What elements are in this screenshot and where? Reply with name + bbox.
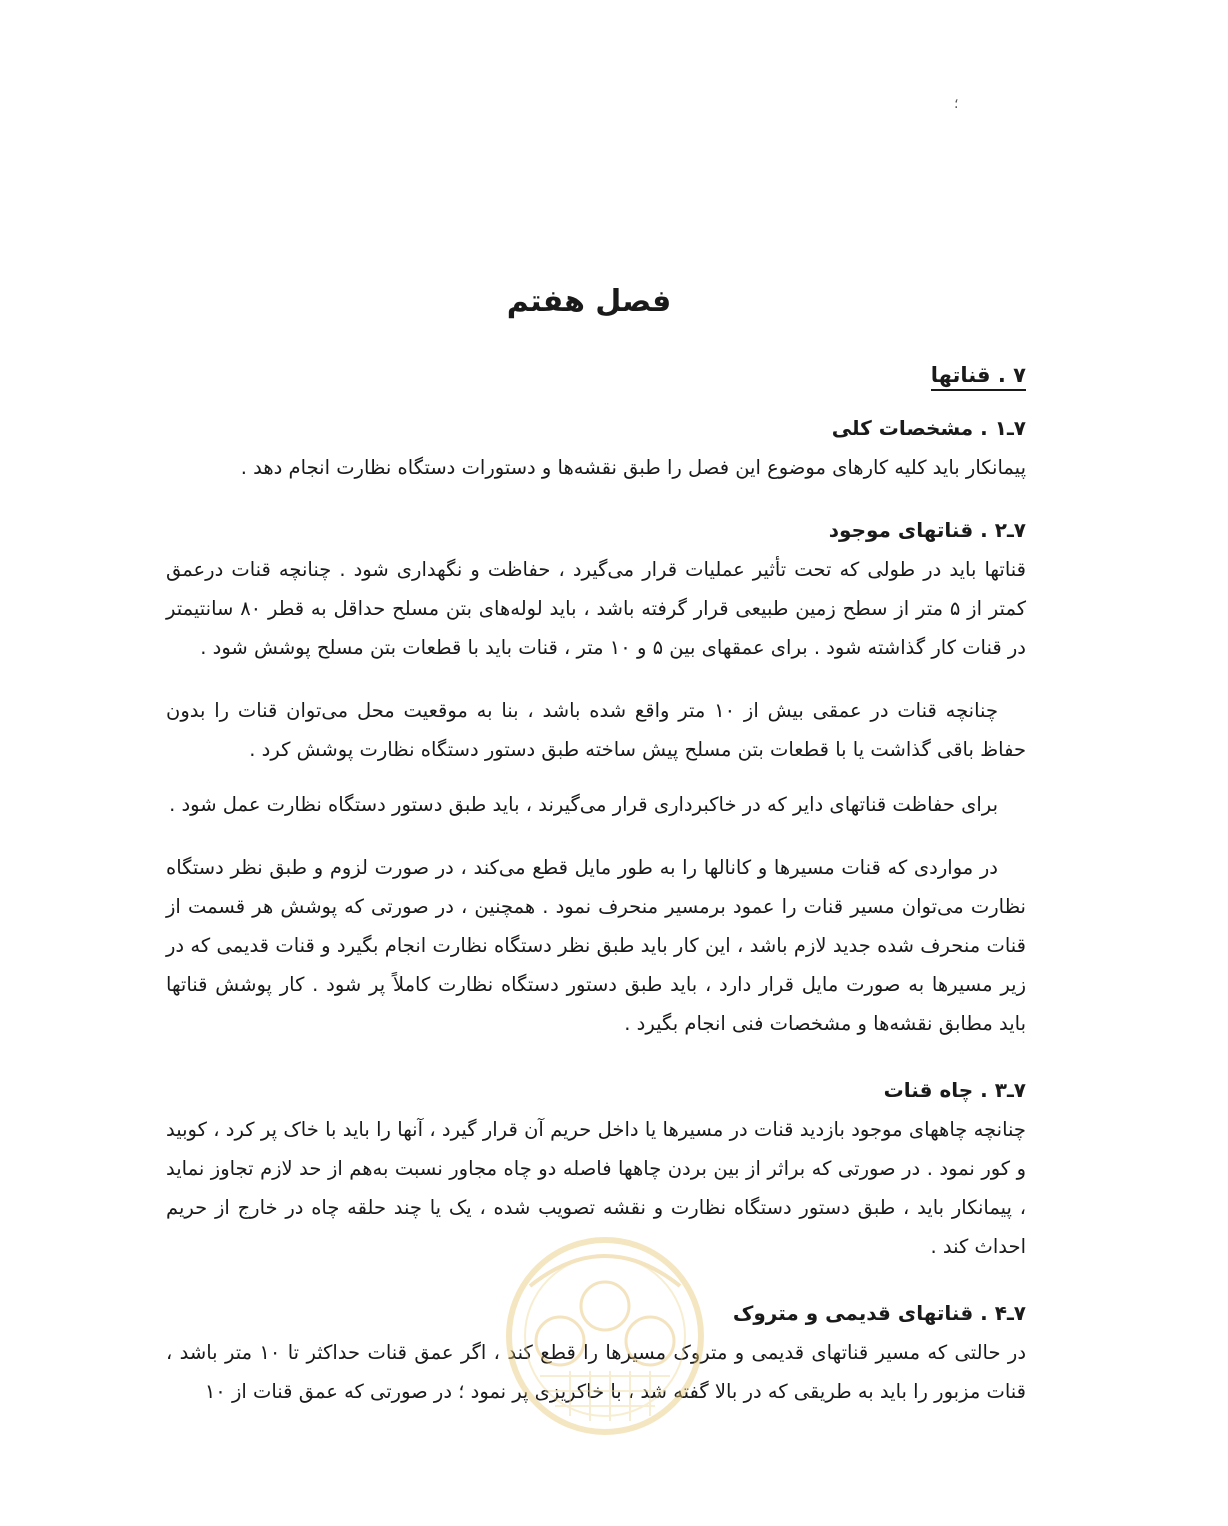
- paragraph-7-2-3: برای حفاظت قناتهای دایر که در خاکبرداری قرار می‌گیرند ، باید طبق دستور دستگاه نظارت عمل شود .: [169, 793, 998, 816]
- section-heading-7-2: ۷ـ۲ . قناتهای موجود: [828, 518, 1026, 542]
- stray-mark: ؛: [954, 96, 959, 112]
- paragraph-7-2-2: چنانچه قنات در عمقی بیش از ۱۰ متر واقع شده باشد ، بنا به موقعیت محل می‌توان قنات را بدون حفاظ باقی گذاشت یا با قطعات بتن مسلح پیش ساخته طبق دستور دستگاه نظارت پوشش کرد .: [166, 699, 1026, 761]
- section-heading-7-4: ۷ـ۴ . قناتهای قدیمی و متروک: [732, 1301, 1026, 1325]
- paragraph-7-2-1: قناتها باید در طولی که تحت تأثیر عملیات قرار می‌گیرد ، حفاظت و نگهداری شود . چنانچه قنات درعمق کمتر از ۵ متر از سطح زمین طبیعی قرار گرفته باشد ، باید لوله‌های بتن مسلح حداقل به قطر ۸۰ سانتیمتر در قنات کار گذاشته شود . برای عمقهای بین ۵ و ۱۰ متر ، قنات باید با قطعات بتن مسلح پوشش شود .: [166, 558, 1026, 659]
- section-heading-7-1: ۷ـ۱ . مشخصات کلی: [831, 416, 1026, 440]
- paragraph-7-2-4: در مواردی که قنات مسیرها و کانالها را به طور مایل قطع می‌کند ، در صورت لزوم و طبق نظر دستگاه نظارت می‌توان مسیر قنات را عمود برمسیر منحرف نمود . همچنین ، در صورتی که پوشش هر قسمت از قنات منحرف شده جدید لازم باشد ، این کار باید طبق نظر دستگاه نظارت انجام بگیرد و قنات قدیمی که در زیر مسیرها به صورت مایل قرار دارد ، باید طبق دستور دستگاه نظارت کاملاً پر شود . کار پوشش قناتها باید مطابق نقشه‌ها و مشخصات فنی انجام بگیرد .: [166, 856, 1026, 1035]
- paragraph-7-1-1: پیمانکار باید کلیه کارهای موضوع این فصل را طبق نقشه‌ها و دستورات دستگاه نظارت انجام دهد .: [240, 456, 1026, 479]
- paragraph-7-3-1: چنانچه چاههای موجود بازدید قنات در مسیرها یا داخل حریم آن قرار گیرد ، آنها را باید با خاک پر کرد ، کوبید و کور نمود . در صورتی که براثر از بین بردن چاهها فاصله دو چاه مجاور نسبت به‌هم از حد لازم تجاوز نماید ، پیمانکار باید ، طبق دستور دستگاه نظارت و نقشه تصویب شده ، یک یا چند حلقه چاه در خارج از حریم احداث کند .: [166, 1118, 1026, 1258]
- chapter-title: فصل هفتم: [506, 284, 672, 319]
- section-main-heading: [166, 356, 1026, 395]
- section-main-heading-text: ۷ . قناتها: [931, 363, 1026, 391]
- section-heading-7-3: ۷ـ۳ . چاه قنات: [883, 1078, 1026, 1102]
- paragraph-7-4-1: در حالتی که مسیر قناتهای قدیمی و متروک مسیرها را قطع کند ، اگر عمق قنات حداکثر تا ۱۰ متر باشد ، قنات مزبور را باید به طریقی که در بالا گفته شد ، با خاکریزی پر نمود ؛ در صورتی که عمق قنات از ۱۰: [166, 1341, 1027, 1403]
- chapter-content: [166, 356, 1026, 1411]
